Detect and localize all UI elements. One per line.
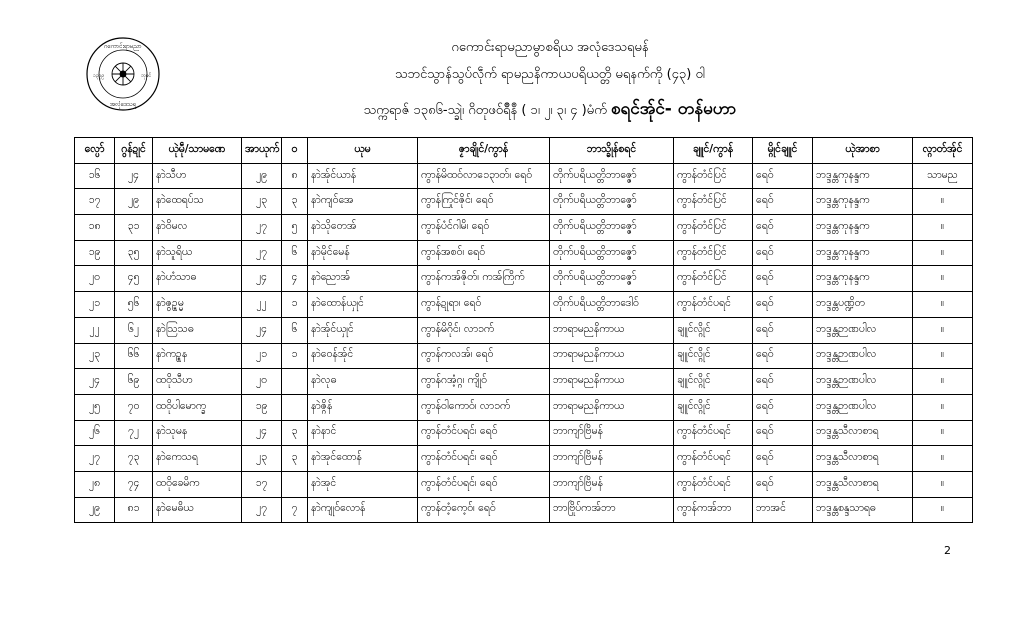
table-cell: ချူင်လ္ဂိုင် (674, 394, 753, 420)
table-cell: ။ (913, 446, 973, 472)
table-cell: ၂၀ (242, 369, 282, 395)
table-cell: ဘဒ္ဒန္တသီလာစာရ (813, 420, 913, 446)
table-cell: ၇၄ (115, 471, 153, 497)
table-cell: နာဲကဥ္စန (153, 343, 242, 369)
table-cell: ဘာဗြိုပ်ကအ်ဘာ (550, 497, 674, 523)
table-cell: ၃ (282, 189, 308, 215)
table-cell: နာဲသီဟ (153, 163, 242, 189)
table-cell: ၇၀ (115, 394, 153, 420)
table-cell: ချူင်လ္ဂိုင် (674, 343, 753, 369)
svg-text:အလုံဒေသရ: အလုံဒေသရ (109, 101, 137, 108)
header-date: သက္ကရာဇ် ၁၃၈၆-သ္ခုဲ၊ ဂိတုဖဝ်ရဳိနဳ ( ၁၊ ၂၊ ၃၊ ၄ )မံက် (363, 103, 607, 118)
table-header-row (75, 138, 973, 164)
table-row (75, 292, 973, 318)
column-header: ဂွန်ဍုင် (115, 138, 153, 164)
table-cell: နာဲဇွဥ္မမ္မ (153, 292, 242, 318)
table-cell: ၆၂ (115, 317, 153, 343)
table-cell (282, 394, 308, 420)
column-header: လ္ပော် (75, 138, 115, 164)
table-row (75, 163, 973, 189)
table-cell: နာဲဝေန်အ်ုင် (308, 343, 418, 369)
table-cell: ။ (913, 292, 973, 318)
table-cell: ဘာရာမညနိကာယ (550, 369, 674, 395)
column-header: မ္ဂိုင်ချူင် (753, 138, 813, 164)
table-cell: ။ (913, 343, 973, 369)
table-cell: ၁၇ (75, 189, 115, 215)
table-cell: တိုက်ပရိယတ္တိဘာဇ္ဇော် (550, 163, 674, 189)
table-cell: ရေဝ် (753, 343, 813, 369)
table-cell: ကွာန်တံင်ပရင်၊ ရေဝ် (418, 471, 550, 497)
header-location: စရင်အ်ုင်- တန်မဟာ (610, 99, 737, 119)
table-cell: ၁ (282, 292, 308, 318)
table-cell: ကွာန်တံင်ပြင် (674, 266, 753, 292)
table-cell: နာဲသုမန (153, 420, 242, 446)
table-cell: ၂၅ (75, 394, 115, 420)
table-cell: ။ (913, 394, 973, 420)
table-cell: ။ (913, 266, 973, 292)
table-cell: ကွာန်တံင်ပရင် (674, 446, 753, 472)
table-cell: ရေဝ် (753, 420, 813, 446)
table-cell: ၂၃ (242, 189, 282, 215)
table-cell: ရေဝ် (753, 240, 813, 266)
svg-text:ဂကောင်းရာမညာ: ဂကောင်းရာမညာ (104, 43, 142, 50)
table-cell: ကွာန်ကြုင်ဇိုင်၊ ရေဝ် (418, 189, 550, 215)
table-cell: ချူင်လ္ဂိုင် (674, 317, 753, 343)
table-cell: ဘဒ္ဒန္တဉာဏပါလ (813, 343, 913, 369)
table-cell: ၂၇ (75, 446, 115, 472)
table-cell: ကွာန်တံင်ပရင် (674, 420, 753, 446)
table-cell: ကွာန်တံ့ကေ့ဝ်၊ ရေဝ် (418, 497, 550, 523)
table-cell: ကွာန်မိဂိုင်၊ လာ၁က် (418, 317, 550, 343)
header-line-2: သဘင်သွာန်သွပ်လဵုက် ရာမညနိကာယပရိယတ္တိ မရနက်ကို (၄၃) ဝါ (394, 67, 706, 82)
table-cell: ကွာန်တံင်ပြင် (674, 240, 753, 266)
svg-text:၁၃၃၉: ၁၃၃၉ (93, 73, 105, 79)
table-cell: ၂၂ (242, 292, 282, 318)
table-cell: နာဲဇ္ဂိန် (308, 394, 418, 420)
table-body (75, 163, 973, 523)
column-header: ချူင်/ကွာန် (674, 138, 753, 164)
table-cell: ကွာန်ကအ်ဘာ (674, 497, 753, 523)
table-cell: ၂၄ (75, 369, 115, 395)
table-cell: ချူင်လ္ဂိုင် (674, 369, 753, 395)
page-number: 2 (944, 544, 951, 557)
table-cell: နာဲမေဓိယ (153, 497, 242, 523)
table-cell: ၆ (282, 317, 308, 343)
roster-table (74, 137, 973, 523)
table-cell: ရေဝ် (753, 471, 813, 497)
table-cell: ၇၂ (115, 420, 153, 446)
table-cell: ဘဒ္ဒန္တပဏ္ဍိတ (813, 292, 913, 318)
table-row (75, 343, 973, 369)
table-cell: ၂၁ (242, 343, 282, 369)
table-cell: ရေဝ် (753, 266, 813, 292)
column-header: ဝ (282, 138, 308, 164)
table-cell: ၃ (282, 446, 308, 472)
table-cell: ၄၅ (115, 266, 153, 292)
table-cell: ၁၆ (75, 163, 115, 189)
table-cell: ။ (913, 420, 973, 446)
table-cell: နာဲဟံသာဓ (153, 266, 242, 292)
table-cell (282, 471, 308, 497)
table-cell: နာဲထောန်ယှုင် (308, 292, 418, 318)
table-cell: နာဲသြသဓ (153, 317, 242, 343)
table-cell: ။ (913, 497, 973, 523)
table-cell: နာဲထေရပ်သ (153, 189, 242, 215)
table-cell: ကွာန်တံင်ပရင်၊ ရေဝ် (418, 420, 550, 446)
table-cell: ရေဝ် (753, 292, 813, 318)
table-row (75, 394, 973, 420)
table-cell: ဘာကျာ်ဗြိမန် (550, 420, 674, 446)
table-cell: နာဲသူရိယ (153, 240, 242, 266)
table-cell: ၃၁ (115, 215, 153, 241)
table-cell: ကွာန်တံင်ပရင် (674, 471, 753, 497)
table-cell: တိုက်ပရိယတ္တိဘာဇ္ဇော် (550, 215, 674, 241)
table-cell: ၂၃ (242, 446, 282, 472)
table-cell: တိုက်ပရိယတ္တိဘာဇ္ဇော် (550, 240, 674, 266)
table-cell: ၂၃ (75, 343, 115, 369)
table-cell: ၂၉ (242, 163, 282, 189)
table-cell: နာဲညောအ် (308, 266, 418, 292)
column-header: ဇၟာချိုင်/ကွာန် (418, 138, 550, 164)
table-cell: ထဝိုပါမောက္ခ (153, 394, 242, 420)
table-cell: ။ (913, 215, 973, 241)
table-row (75, 420, 973, 446)
table-cell: ၅၆ (115, 292, 153, 318)
table-cell: သာမည (913, 163, 973, 189)
svg-text:ဘုမင်: ဘုမင် (141, 73, 152, 79)
table-cell: ၅ (282, 215, 308, 241)
table-cell: ၂၄ (242, 266, 282, 292)
table-cell: ။ (913, 240, 973, 266)
table-cell: နာဲအုင် (308, 471, 418, 497)
header-line-3 (230, 98, 870, 123)
table-cell: ဘဒ္ဒန္တသီလာစာရ (813, 446, 913, 472)
table-cell: ဘာရာမညနိကာယ (550, 317, 674, 343)
table-cell: ကွာန်မိထဝ်လာ၁ေ၃ာတ်၊ ရေဝ် (418, 163, 550, 189)
table-cell: နာဲအ်ုင်ယှုင် (308, 317, 418, 343)
table-cell: ဘဒ္ဒန္တစန္ဒသာရဓ (813, 497, 913, 523)
table-row (75, 215, 973, 241)
table-cell: ကွာန်တံင်ပရင်၊ ရေဝ် (418, 446, 550, 472)
table-cell: ဘာအင် (753, 497, 813, 523)
column-header: အာယုက် (242, 138, 282, 164)
table-cell: ရေဝ် (753, 163, 813, 189)
column-header: ယုဲမဵု/သာမဏေ (153, 138, 242, 164)
table-cell: ၂၄ (115, 163, 153, 189)
table-cell: နာဲအုင်ထောန် (308, 446, 418, 472)
table-cell: ကွာန်ဍုရာ၊ ရေဝ် (418, 292, 550, 318)
column-header: ယုဲအာစာ (813, 138, 913, 164)
table-cell: ဘဒ္ဒန္တသီလာစာရ (813, 471, 913, 497)
table-cell: ကွာန်ပံင်ဂါမိ၊ ရေဝ် (418, 215, 550, 241)
table-cell: ။ (913, 471, 973, 497)
table-cell: ဘဒ္ဒန္တကုနန္ဒက (813, 163, 913, 189)
table-cell: ၁ (282, 343, 308, 369)
table-cell: ။ (913, 317, 973, 343)
table-cell: ၂၀ (75, 266, 115, 292)
table-cell: ။ (913, 369, 973, 395)
table-cell: ၄ (282, 266, 308, 292)
table-cell: ၂၄ (242, 317, 282, 343)
table-row (75, 189, 973, 215)
table-cell: ဘာကျာ်ဗြိမန် (550, 471, 674, 497)
table-cell: ကွာန်ဂအံ့ဂ္ဂ၊ ကျိုဝ် (418, 369, 550, 395)
table-row (75, 240, 973, 266)
table-cell: ၂၉ (115, 189, 153, 215)
table-cell: နာဲလုဓ (308, 369, 418, 395)
table-cell: ထဝိုသီဟ (153, 369, 242, 395)
table-row (75, 471, 973, 497)
table-cell: ၂၇ (242, 497, 282, 523)
table-cell: ဘဒ္ဒန္တကုနန္ဒက (813, 215, 913, 241)
table-cell: ဘဒ္ဒန္တကုနန္ဒက (813, 266, 913, 292)
table-cell: ဘဒ္ဒန္တကုနန္ဒက (813, 189, 913, 215)
table-cell: ကွာန်တံင်ပြင် (674, 163, 753, 189)
table-row (75, 446, 973, 472)
table-cell: ၃ (282, 420, 308, 446)
table-cell: ကွာန်ဝါကောဝ်၊ လာ၁က် (418, 394, 550, 420)
table-cell: ကွာန်ကအ်ဇိုတ်၊ ကအ်ကြိက် (418, 266, 550, 292)
table-cell: ဘာကျာ်ဗြိမန် (550, 446, 674, 472)
table-row (75, 266, 973, 292)
table-cell: ဘဒ္ဒန္တဉာဏပါလ (813, 394, 913, 420)
table-cell: ၁၈ (75, 215, 115, 241)
column-header: ဘာသ္ခိုန်စရင် (550, 138, 674, 164)
table-cell: ၆ (282, 240, 308, 266)
table-cell: ဘဒ္ဒန္တဉာဏပါလ (813, 369, 913, 395)
table-cell: ကွာန်တံင်ပြင် (674, 189, 753, 215)
table-cell: ရေဝ် (753, 215, 813, 241)
header-line-1: ဂကောင်းရာမညာမွာစရိယ အလုံဒေသရမန် (451, 40, 649, 55)
table-cell: ဘာရာမညနိကာယ (550, 394, 674, 420)
table-cell: နာဲကျုဝ်လောန် (308, 497, 418, 523)
table-cell: နာဲသိုတေအ် (308, 215, 418, 241)
table-cell: ရေဝ် (753, 446, 813, 472)
table-cell: ။ (913, 189, 973, 215)
table-cell: နာဲမိုင်မေန် (308, 240, 418, 266)
table-cell: ထဝိုခေမိက (153, 471, 242, 497)
seal-logo (85, 36, 161, 112)
table-row (75, 317, 973, 343)
table-cell: ၂၇ (242, 240, 282, 266)
table-cell: တိုက်ပရိယတ္တိဘာဇ္ဇော် (550, 189, 674, 215)
table-cell: ၁၉ (75, 240, 115, 266)
column-header: လ္ဂာတ်အ်ုင် (913, 138, 973, 164)
table-row (75, 369, 973, 395)
table-cell: နာဲနာင် (308, 420, 418, 446)
table-cell: ၆၆ (115, 343, 153, 369)
table-cell: နာဲကျဝ်အေ (308, 189, 418, 215)
table-cell: ၂၁ (75, 292, 115, 318)
table-cell: ၂၈ (75, 471, 115, 497)
table-cell: ရေဝ် (753, 317, 813, 343)
table-cell: ၁၇ (242, 471, 282, 497)
table-cell: နာဲဝိမလ (153, 215, 242, 241)
table-row (75, 497, 973, 523)
column-header: ယုမ (308, 138, 418, 164)
table-cell: ရေဝ် (753, 394, 813, 420)
table-cell: ၈ (282, 163, 308, 189)
table-cell: ၇၃ (115, 446, 153, 472)
table-cell: နာဲကေသရ (153, 446, 242, 472)
table-cell: ဘာရာမညနိကာယ (550, 343, 674, 369)
table-cell: ၇ (282, 497, 308, 523)
table-cell: ၂၉ (75, 497, 115, 523)
table-cell: ကွာန်ကလအ်၊ ရေဝ် (418, 343, 550, 369)
table-cell: ဘဒ္ဒန္တဉာဏပါလ (813, 317, 913, 343)
table-cell: တိုက်ပရိယတ္တိဘာဇ္ဇော် (550, 266, 674, 292)
table-cell: ၂၂ (75, 317, 115, 343)
table-cell: နာဲအ်ုင်ယာန် (308, 163, 418, 189)
dharma-wheel-icon (112, 63, 134, 85)
table-cell: တိုက်ပရိယတ္တိဘာဒေါဝ် (550, 292, 674, 318)
table-cell: ၆၉ (115, 369, 153, 395)
table-cell: ၈၁ (115, 497, 153, 523)
table-cell: ၂၆ (75, 420, 115, 446)
table-cell: ၁၉ (242, 394, 282, 420)
table-cell: ကွာန်တံင်ပြင် (674, 215, 753, 241)
table-cell: ၂၇ (242, 215, 282, 241)
table-cell (282, 369, 308, 395)
table-cell: ကွာန်အစဝ်၊ ရေဝ် (418, 240, 550, 266)
table-cell: ရေဝ် (753, 369, 813, 395)
table-cell: ရေဝ် (753, 189, 813, 215)
table-cell: ၂၄ (242, 420, 282, 446)
table-cell: ဘဒ္ဒန္တကုနန္ဒက (813, 240, 913, 266)
table-cell: ၃၅ (115, 240, 153, 266)
table-cell: ကွာန်တံင်ပရင် (674, 292, 753, 318)
